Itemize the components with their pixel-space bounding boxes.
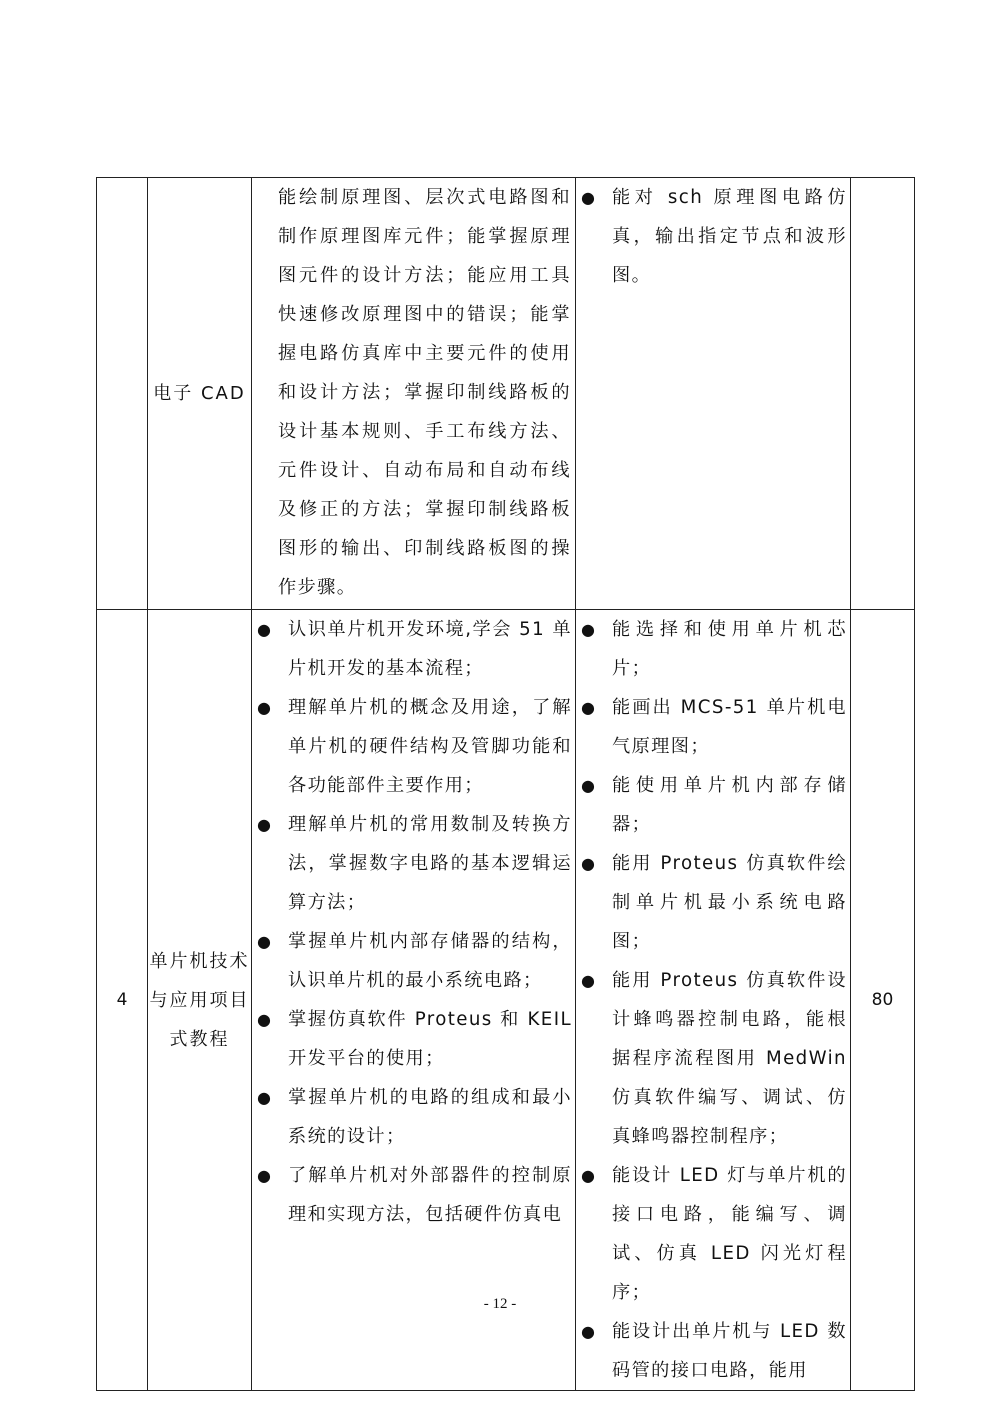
skills-cell	[576, 610, 851, 1391]
bullet-icon: ●	[581, 188, 597, 207]
skills-cell	[576, 178, 851, 610]
knowledge-text: 掌握仿真软件 Proteus 和 KEIL 开发平台的使用；	[288, 1009, 572, 1069]
bullet-icon: ●	[581, 776, 597, 795]
course-name-line: 式教程	[169, 1028, 230, 1050]
list-item	[252, 1156, 575, 1234]
bullet-icon: ●	[257, 932, 273, 951]
bullet-icon: ●	[581, 698, 597, 717]
skill-text: 能对 sch 原理图电路仿真，输出指定节点和波形图。	[612, 187, 847, 286]
knowledge-cell	[252, 610, 576, 1391]
list-item	[576, 1312, 850, 1390]
bullet-icon: ●	[257, 1166, 273, 1185]
list-item	[576, 610, 850, 688]
page-number: - 12 -	[483, 1296, 517, 1312]
bullet-icon: ●	[581, 1166, 597, 1185]
knowledge-text: 掌握单片机的电路的组成和最小系统的设计；	[288, 1087, 572, 1147]
curriculum-table	[96, 177, 915, 1391]
bullet-icon: ●	[581, 620, 597, 639]
list-item	[576, 844, 850, 961]
skill-text: 能画出 MCS-51 单片机电气原理图；	[612, 697, 847, 757]
bullet-icon: ●	[581, 971, 597, 990]
knowledge-text: 认识单片机开发环境,学会 51 单片机开发的基本流程；	[288, 619, 572, 679]
course-name-line: 单片机技术	[149, 950, 250, 972]
list-item	[576, 961, 850, 1156]
skill-text: 能设计出单片机与 LED 数码管的接口电路，能用	[612, 1321, 847, 1381]
table-row	[97, 610, 915, 1391]
bullet-icon: ●	[257, 1010, 273, 1029]
list-item	[252, 610, 575, 688]
bullet-icon: ●	[581, 854, 597, 873]
list-item	[252, 805, 575, 922]
row-number-cell: 4	[97, 610, 148, 1391]
list-item	[252, 922, 575, 1000]
skill-text: 能选择和使用单片机芯片；	[612, 619, 847, 679]
hours-cell: 80	[851, 610, 915, 1391]
list-item	[252, 688, 575, 805]
course-name-line: 电子 CAD	[153, 383, 246, 404]
knowledge-text: 理解单片机的概念及用途，了解单片机的硬件结构及管脚功能和各功能部件主要作用；	[288, 697, 572, 796]
course-name-cell	[148, 178, 252, 610]
bullet-icon: ●	[257, 815, 273, 834]
table-row	[97, 178, 915, 610]
hours-cell	[851, 178, 915, 610]
skills-list	[576, 178, 850, 295]
list-item	[576, 1156, 850, 1312]
skill-text: 能用 Proteus 仿真软件设计蜂鸣器控制电路，能根据程序流程图用 MedWin 仿真软件编写、调试、仿真蜂鸣器控制程序；	[612, 970, 847, 1147]
knowledge-cell	[252, 178, 576, 610]
knowledge-text: 了解单片机对外部器件的控制原理和实现方法，包括硬件仿真电	[288, 1165, 572, 1225]
list-item	[576, 178, 850, 295]
list-item	[576, 766, 850, 844]
bullet-icon: ●	[257, 698, 273, 717]
skill-text: 能使用单片机内部存储器；	[612, 775, 847, 835]
knowledge-text: 掌握单片机内部存储器的结构，认识单片机的最小系统电路；	[288, 931, 572, 991]
list-item	[576, 688, 850, 766]
skill-text: 能设计 LED 灯与单片机的接口电路，能编写、调试、仿真 LED 闪光灯程序；	[612, 1165, 847, 1303]
bullet-icon: ●	[257, 620, 273, 639]
bullet-icon: ●	[257, 1088, 273, 1107]
skills-list	[576, 610, 850, 1390]
knowledge-text: 理解单片机的常用数制及转换方法，掌握数字电路的基本逻辑运算方法；	[288, 814, 572, 913]
course-name-cell	[148, 610, 252, 1391]
skill-text: 能用 Proteus 仿真软件绘制单片机最小系统电路图；	[612, 853, 847, 952]
list-item	[252, 1000, 575, 1078]
knowledge-list	[252, 610, 575, 1234]
course-name-line: 与应用项目	[149, 989, 250, 1011]
row-number-cell	[97, 178, 148, 610]
list-item	[252, 1078, 575, 1156]
knowledge-paragraph: 能绘制原理图、层次式电路图和制作原理图库元件；能掌握原理图元件的设计方法；能应用工具快速修改原理图中的错误；能掌握电路仿真库中主要元件的使用和设计方法；掌握印制线路板的设计基本规则、手工布线方法、元件设计、自动布局和自动布线及修正的方法；掌握印制线路板图形的输出、印制线路板图的操作步骤。	[278, 187, 571, 598]
bullet-icon: ●	[581, 1322, 597, 1341]
